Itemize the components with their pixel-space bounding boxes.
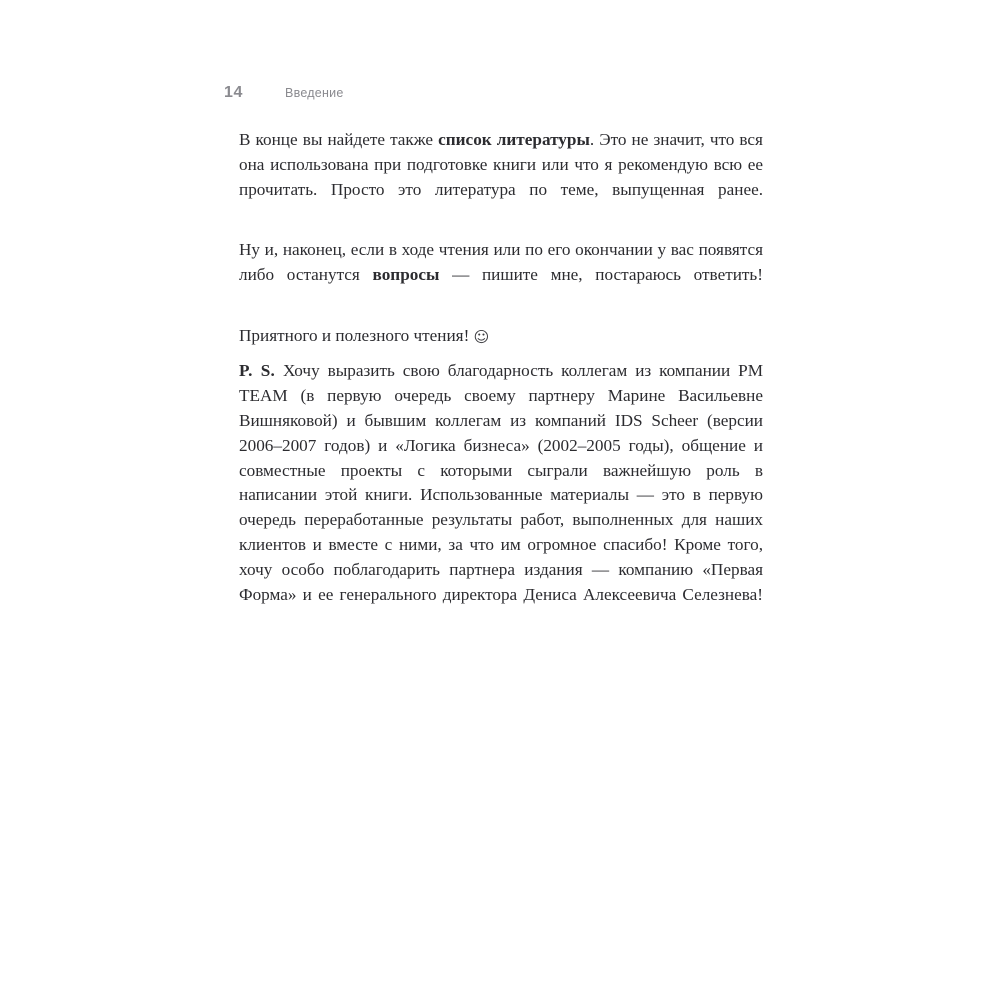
paragraph-2-run-1: Ну и, наконец, если в ходе чтения или по его окончании у вас появятся либо останутся — [239, 240, 763, 284]
paragraph-3 — [239, 324, 763, 349]
paragraph-1-run-1: В конце вы найдете также — [239, 130, 439, 149]
paragraph-1 — [239, 128, 763, 227]
postscript-label: P. S. — [239, 361, 276, 381]
paragraph-4-postscript — [239, 359, 763, 632]
paragraph-1-run-3: . Это не значит, что вся она использована при подготовке книги или что я рекомендую всю ее прочитать. Просто это литература по теме, выпущенная ранее. — [239, 130, 763, 199]
paragraph-2-bold-questions: вопросы — [372, 264, 440, 284]
running-header — [224, 84, 344, 102]
body-text — [239, 128, 763, 632]
smiley-face-icon: ☺ — [473, 327, 490, 346]
paragraph-2-run-3: — пишите мне, постараюсь ответить! — [439, 264, 763, 284]
paragraph-3-run-1: Приятного и полезного чтения! — [239, 325, 474, 345]
paragraph-1-bold-literature: список литературы — [438, 130, 590, 149]
paragraph-4-run-2: Хочу выразить свою благодарность коллегам из компании PM TEAM (в первую очередь своему партнеру Марине Васильевне Вишняковой) и бывшим коллегам из компаний IDS Scheer (версии 2006–2007 годов) и «Логика бизнеса» (2002–2005 годы), общение и совместные проекты с которыми сыграли важнейшую роль в написании этой книги. Использованные материалы — это в первую очередь переработанные результаты работ, выполненных для наших клиентов и вместе с ними, за что им огромное спасибо! Кроме того, хочу особо поблагодарить партнера издания — компанию «Первая Форма» и ее генерального директора Дениса Алексеевича Селезнева! — [239, 361, 763, 604]
paragraph-2 — [239, 238, 763, 312]
section-title: Введение — [285, 86, 344, 100]
page-number: 14 — [224, 84, 243, 101]
